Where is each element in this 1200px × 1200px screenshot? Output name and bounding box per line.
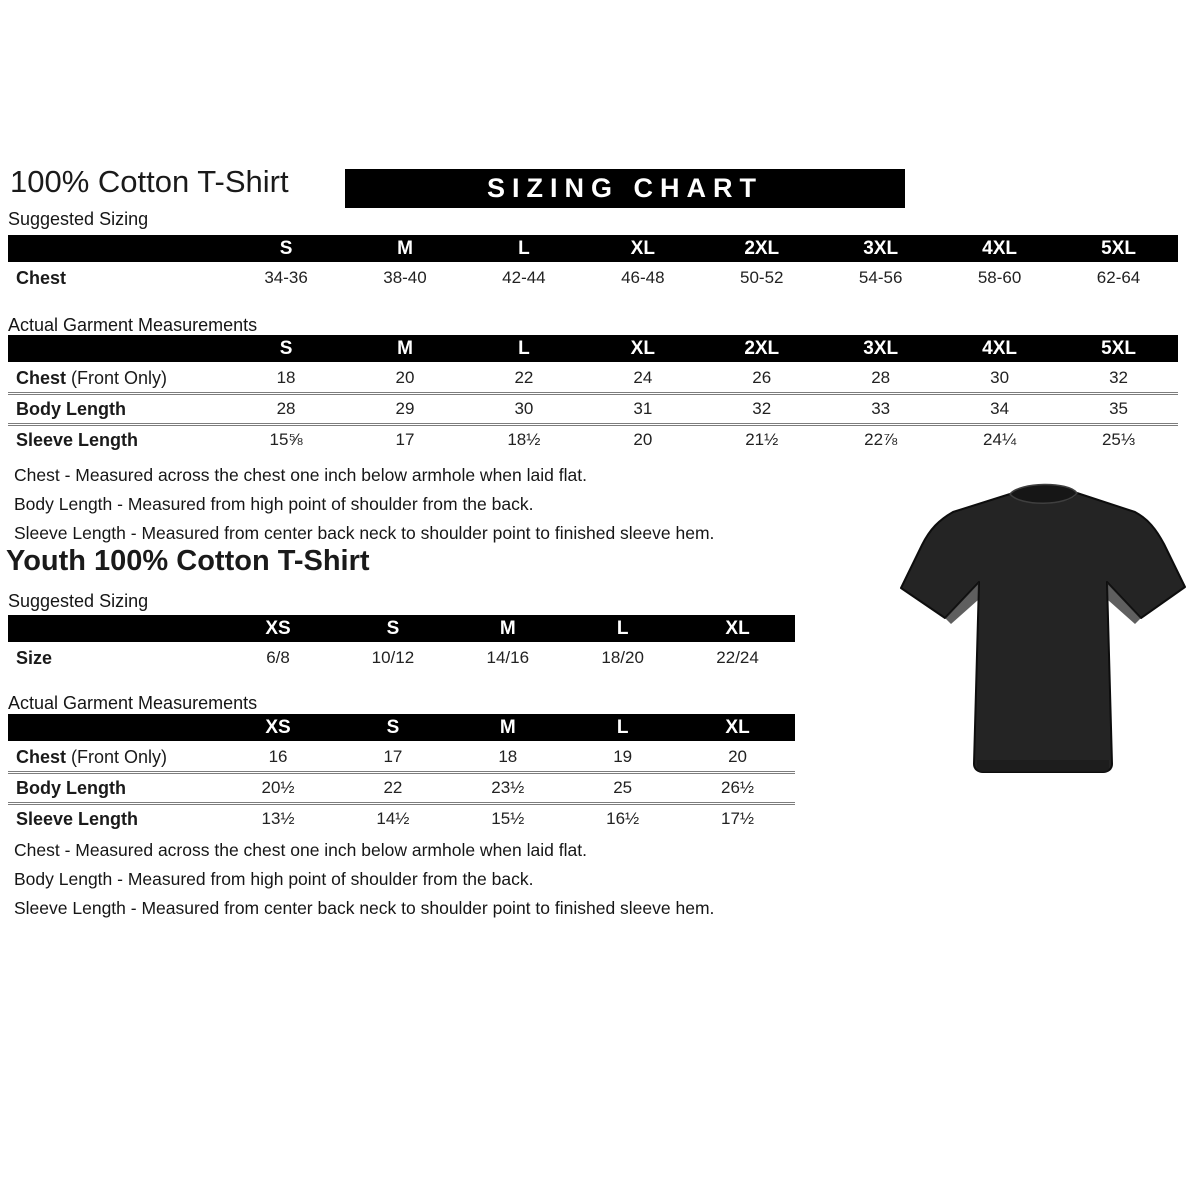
size-column-header: L: [565, 714, 680, 742]
cell-value: 58-60: [940, 263, 1059, 292]
size-column-header: L: [565, 615, 680, 643]
sizing-table: [8, 235, 1178, 292]
cell-value: 17½: [680, 804, 795, 834]
size-column-header: XS: [221, 615, 336, 643]
cell-value: 20: [680, 742, 795, 773]
tshirt-body: [901, 493, 1185, 772]
cell-value: 32: [1059, 363, 1178, 394]
size-column-header: S: [335, 714, 450, 742]
cell-value: 18: [450, 742, 565, 773]
row-label: Body Length: [8, 394, 227, 425]
cell-value: 16: [221, 742, 336, 773]
cell-value: 24¼: [940, 425, 1059, 455]
cell-value: 46-48: [583, 263, 702, 292]
adult-suggested-sizing-label: Suggested Sizing: [8, 209, 149, 229]
row-label-header: [8, 335, 227, 363]
cell-value: 50-52: [702, 263, 821, 292]
cell-value: 30: [940, 363, 1059, 394]
cell-value: 22: [464, 363, 583, 394]
sizing-table: [8, 615, 795, 672]
size-column-header: 5XL: [1059, 335, 1178, 363]
cell-value: 18/20: [565, 643, 680, 672]
adult-garment-measurements-label: Actual Garment Measurements: [8, 315, 258, 335]
measurement-note: Body Length - Measured from high point of shoulder from the back.: [14, 494, 534, 514]
cell-value: 17: [335, 742, 450, 773]
cell-value: 31: [583, 394, 702, 425]
cell-value: 23½: [450, 773, 565, 804]
cell-value: 22⅞: [821, 425, 940, 455]
size-column-header: XL: [583, 335, 702, 363]
size-column-header: 3XL: [821, 335, 940, 363]
cell-value: 42-44: [464, 263, 583, 292]
size-column-header: S: [227, 235, 346, 263]
youth-measurement-notes: [14, 836, 714, 923]
cell-value: 22: [335, 773, 450, 804]
cell-value: 28: [227, 394, 346, 425]
row-label: Size: [8, 643, 221, 672]
youth-garment-measurements-label: Actual Garment Measurements: [8, 693, 258, 713]
row-label: Sleeve Length: [8, 425, 227, 455]
cell-value: 6/8: [221, 643, 336, 672]
table-row: [8, 773, 795, 804]
table-row: [8, 394, 1178, 425]
cell-value: 25: [565, 773, 680, 804]
tshirt-image: [893, 468, 1193, 814]
cell-value: 20: [346, 363, 465, 394]
cell-value: 16½: [565, 804, 680, 834]
cell-value: 15⅝: [227, 425, 346, 455]
cell-value: 15½: [450, 804, 565, 834]
table-row: [8, 363, 1178, 394]
row-label: Chest: [8, 263, 227, 292]
cell-value: 26: [702, 363, 821, 394]
sizing-chart-banner: [345, 169, 905, 208]
table-row: [8, 643, 795, 672]
cell-value: 34-36: [227, 263, 346, 292]
page-title: 100% Cotton T-Shirt: [10, 164, 289, 199]
tshirt-graphic: [893, 468, 1193, 814]
adult-suggested-sizing-table: [8, 235, 1178, 292]
youth-page-title: Youth 100% Cotton T-Shirt: [6, 545, 370, 577]
cell-value: 26½: [680, 773, 795, 804]
row-label: Sleeve Length: [8, 804, 221, 834]
measurement-note: Chest - Measured across the chest one inch below armhole when laid flat.: [14, 840, 587, 860]
adult-measurement-notes: [14, 461, 714, 548]
size-column-header: XL: [680, 714, 795, 742]
size-column-header: 4XL: [940, 235, 1059, 263]
cell-value: 14/16: [450, 643, 565, 672]
youth-garment-measurements-table: [8, 714, 795, 833]
size-column-header: 4XL: [940, 335, 1059, 363]
cell-value: 25⅓: [1059, 425, 1178, 455]
cell-value: 10/12: [335, 643, 450, 672]
table-row: [8, 425, 1178, 455]
cell-value: 20½: [221, 773, 336, 804]
measurement-note: Sleeve Length - Measured from center back neck to shoulder point to finished sleeve hem.: [14, 898, 715, 918]
cell-value: 38-40: [346, 263, 465, 292]
size-column-header: M: [346, 335, 465, 363]
cell-value: 62-64: [1059, 263, 1178, 292]
tshirt-hem-shading: [977, 760, 1109, 772]
size-column-header: L: [464, 335, 583, 363]
size-column-header: M: [450, 615, 565, 643]
cell-value: 35: [1059, 394, 1178, 425]
cell-value: 19: [565, 742, 680, 773]
table-row: [8, 742, 795, 773]
measurement-note: Chest - Measured across the chest one inch below armhole when laid flat.: [14, 465, 587, 485]
size-column-header: XS: [221, 714, 336, 742]
size-column-header: 2XL: [702, 235, 821, 263]
table-row: [8, 804, 795, 834]
cell-value: 29: [346, 394, 465, 425]
size-column-header: 2XL: [702, 335, 821, 363]
size-column-header: S: [335, 615, 450, 643]
cell-value: 33: [821, 394, 940, 425]
measurement-note: Body Length - Measured from high point of shoulder from the back.: [14, 869, 534, 889]
cell-value: 21½: [702, 425, 821, 455]
adult-garment-measurements-table: [8, 335, 1178, 454]
size-column-header: M: [346, 235, 465, 263]
cell-value: 54-56: [821, 263, 940, 292]
table-row: [8, 263, 1178, 292]
cell-value: 22/24: [680, 643, 795, 672]
youth-suggested-sizing-label: Suggested Sizing: [8, 591, 149, 611]
cell-value: 18: [227, 363, 346, 394]
row-label: Chest (Front Only): [8, 742, 221, 773]
cell-value: 13½: [221, 804, 336, 834]
cell-value: 20: [583, 425, 702, 455]
size-column-header: 5XL: [1059, 235, 1178, 263]
cell-value: 28: [821, 363, 940, 394]
size-column-header: M: [450, 714, 565, 742]
cell-value: 18½: [464, 425, 583, 455]
cell-value: 32: [702, 394, 821, 425]
cell-value: 30: [464, 394, 583, 425]
row-label-header: [8, 235, 227, 263]
size-column-header: 3XL: [821, 235, 940, 263]
row-label: Chest (Front Only): [8, 363, 227, 394]
measurement-note: Sleeve Length - Measured from center back neck to shoulder point to finished sleeve hem.: [14, 523, 715, 543]
sizing-table: [8, 335, 1178, 454]
row-label-header: [8, 714, 221, 742]
size-column-header: S: [227, 335, 346, 363]
size-column-header: XL: [583, 235, 702, 263]
cell-value: 17: [346, 425, 465, 455]
cell-value: 14½: [335, 804, 450, 834]
row-label: Body Length: [8, 773, 221, 804]
sizing-table: [8, 714, 795, 833]
size-column-header: L: [464, 235, 583, 263]
cell-value: 34: [940, 394, 1059, 425]
youth-suggested-sizing-table: [8, 615, 795, 672]
size-column-header: XL: [680, 615, 795, 643]
sizing-chart-banner-text: SIZING CHART: [487, 173, 763, 203]
row-label-header: [8, 615, 221, 643]
cell-value: 24: [583, 363, 702, 394]
